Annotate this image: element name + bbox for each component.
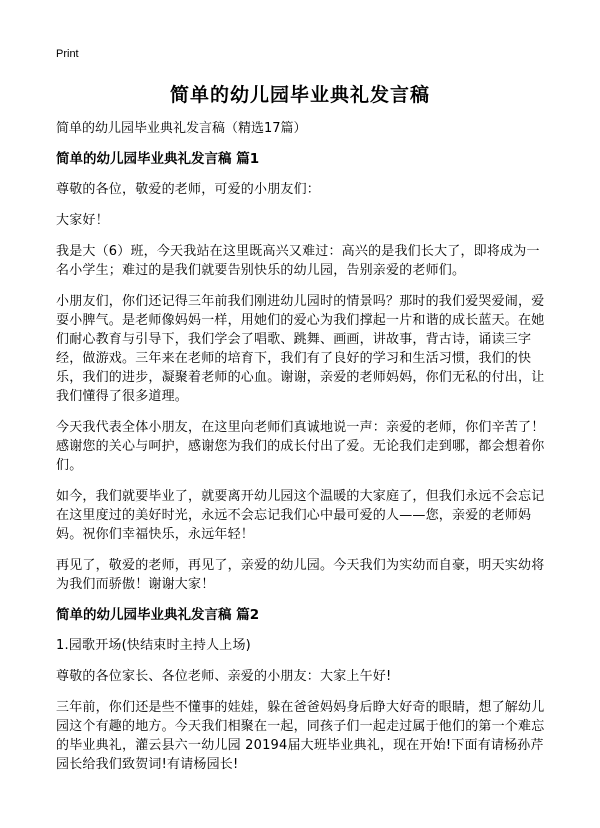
page-title: 简单的幼儿园毕业典礼发言稿	[169, 84, 430, 106]
document-subtitle: 简单的幼儿园毕业典礼发言稿（精选17篇）	[56, 121, 307, 136]
paragraph: 今天我代表全体小朋友，在这里向老师们真诚地说一声：亲爱的老师，你们辛苦了！感谢您的关心与呵护，感谢您为我们的成长付出了爱。无论我们走到哪，都会想着你们。	[56, 420, 545, 473]
section-heading-1: 简单的幼儿园毕业典礼发言稿 篇1	[56, 151, 260, 167]
document-body	[56, 120, 546, 786]
paragraph: 三年前，你们还是些不懂事的娃娃，躲在爸爸妈妈身后睁大好奇的眼睛，想了解幼儿园这个有趣的地方。今天我们相聚在一起，同孩子们一起走过属于他们的第一个难忘的毕业典礼，灌云县六一幼儿园 20194届大班毕业典礼，现在开始!下面有请杨孙芹园长给我们致贺词!有请杨园长!	[56, 700, 545, 772]
paragraph: 如今，我们就要毕业了，就要离开幼儿园这个温暖的大家庭了，但我们永远不会忘记在这里度过的美好时光，永远不会忘记我们心中最可爱的人——您，亲爱的老师妈妈。祝你们幸福快乐，永远年轻！	[56, 489, 545, 542]
paragraph: 再见了，敬爱的老师，再见了，亲爱的幼儿园。今天我们为实幼而自豪，明天实幼将为我们而骄傲！谢谢大家！	[56, 558, 545, 592]
paragraph: 大家好！	[56, 213, 109, 228]
paragraph: 尊敬的各位，敬爱的老师，可爱的小朋友们：	[56, 182, 321, 197]
print-label: Print	[56, 48, 79, 60]
section-heading-2: 简单的幼儿园毕业典礼发言稿 篇2	[56, 607, 260, 623]
paragraph: 尊敬的各位家长、各位老师、亲爱的小朋友：大家上午好!	[56, 669, 392, 684]
paragraph: 我是大（6）班，今天我站在这里既高兴又难过：高兴的是我们长大了，即将成为一名小学生；难过的是我们就要告别快乐的幼儿园，告别亲爱的老师们。	[56, 244, 540, 278]
paragraph: 1.园歌开场(快结束时主持人上场)	[56, 638, 251, 653]
paragraph: 小朋友们，你们还记得三年前我们刚进幼儿园时的情景吗？那时的我们爱哭爱闹，爱耍小脾气。是老师像妈妈一样，用她们的爱心为我们撑起一片和谐的成长蓝天。在她们耐心教育与引导下，我们学会了唱歌、跳舞、画画，讲故事，背古诗，诵读三字经，做游戏。三年来在老师的培育下，我们有了良好的学习和生活习惯，我们的快乐，我们的进步，凝聚着老师的心血。谢谢，亲爱的老师妈妈，你们无私的付出，让我们懂得了很多道理。	[56, 294, 545, 404]
